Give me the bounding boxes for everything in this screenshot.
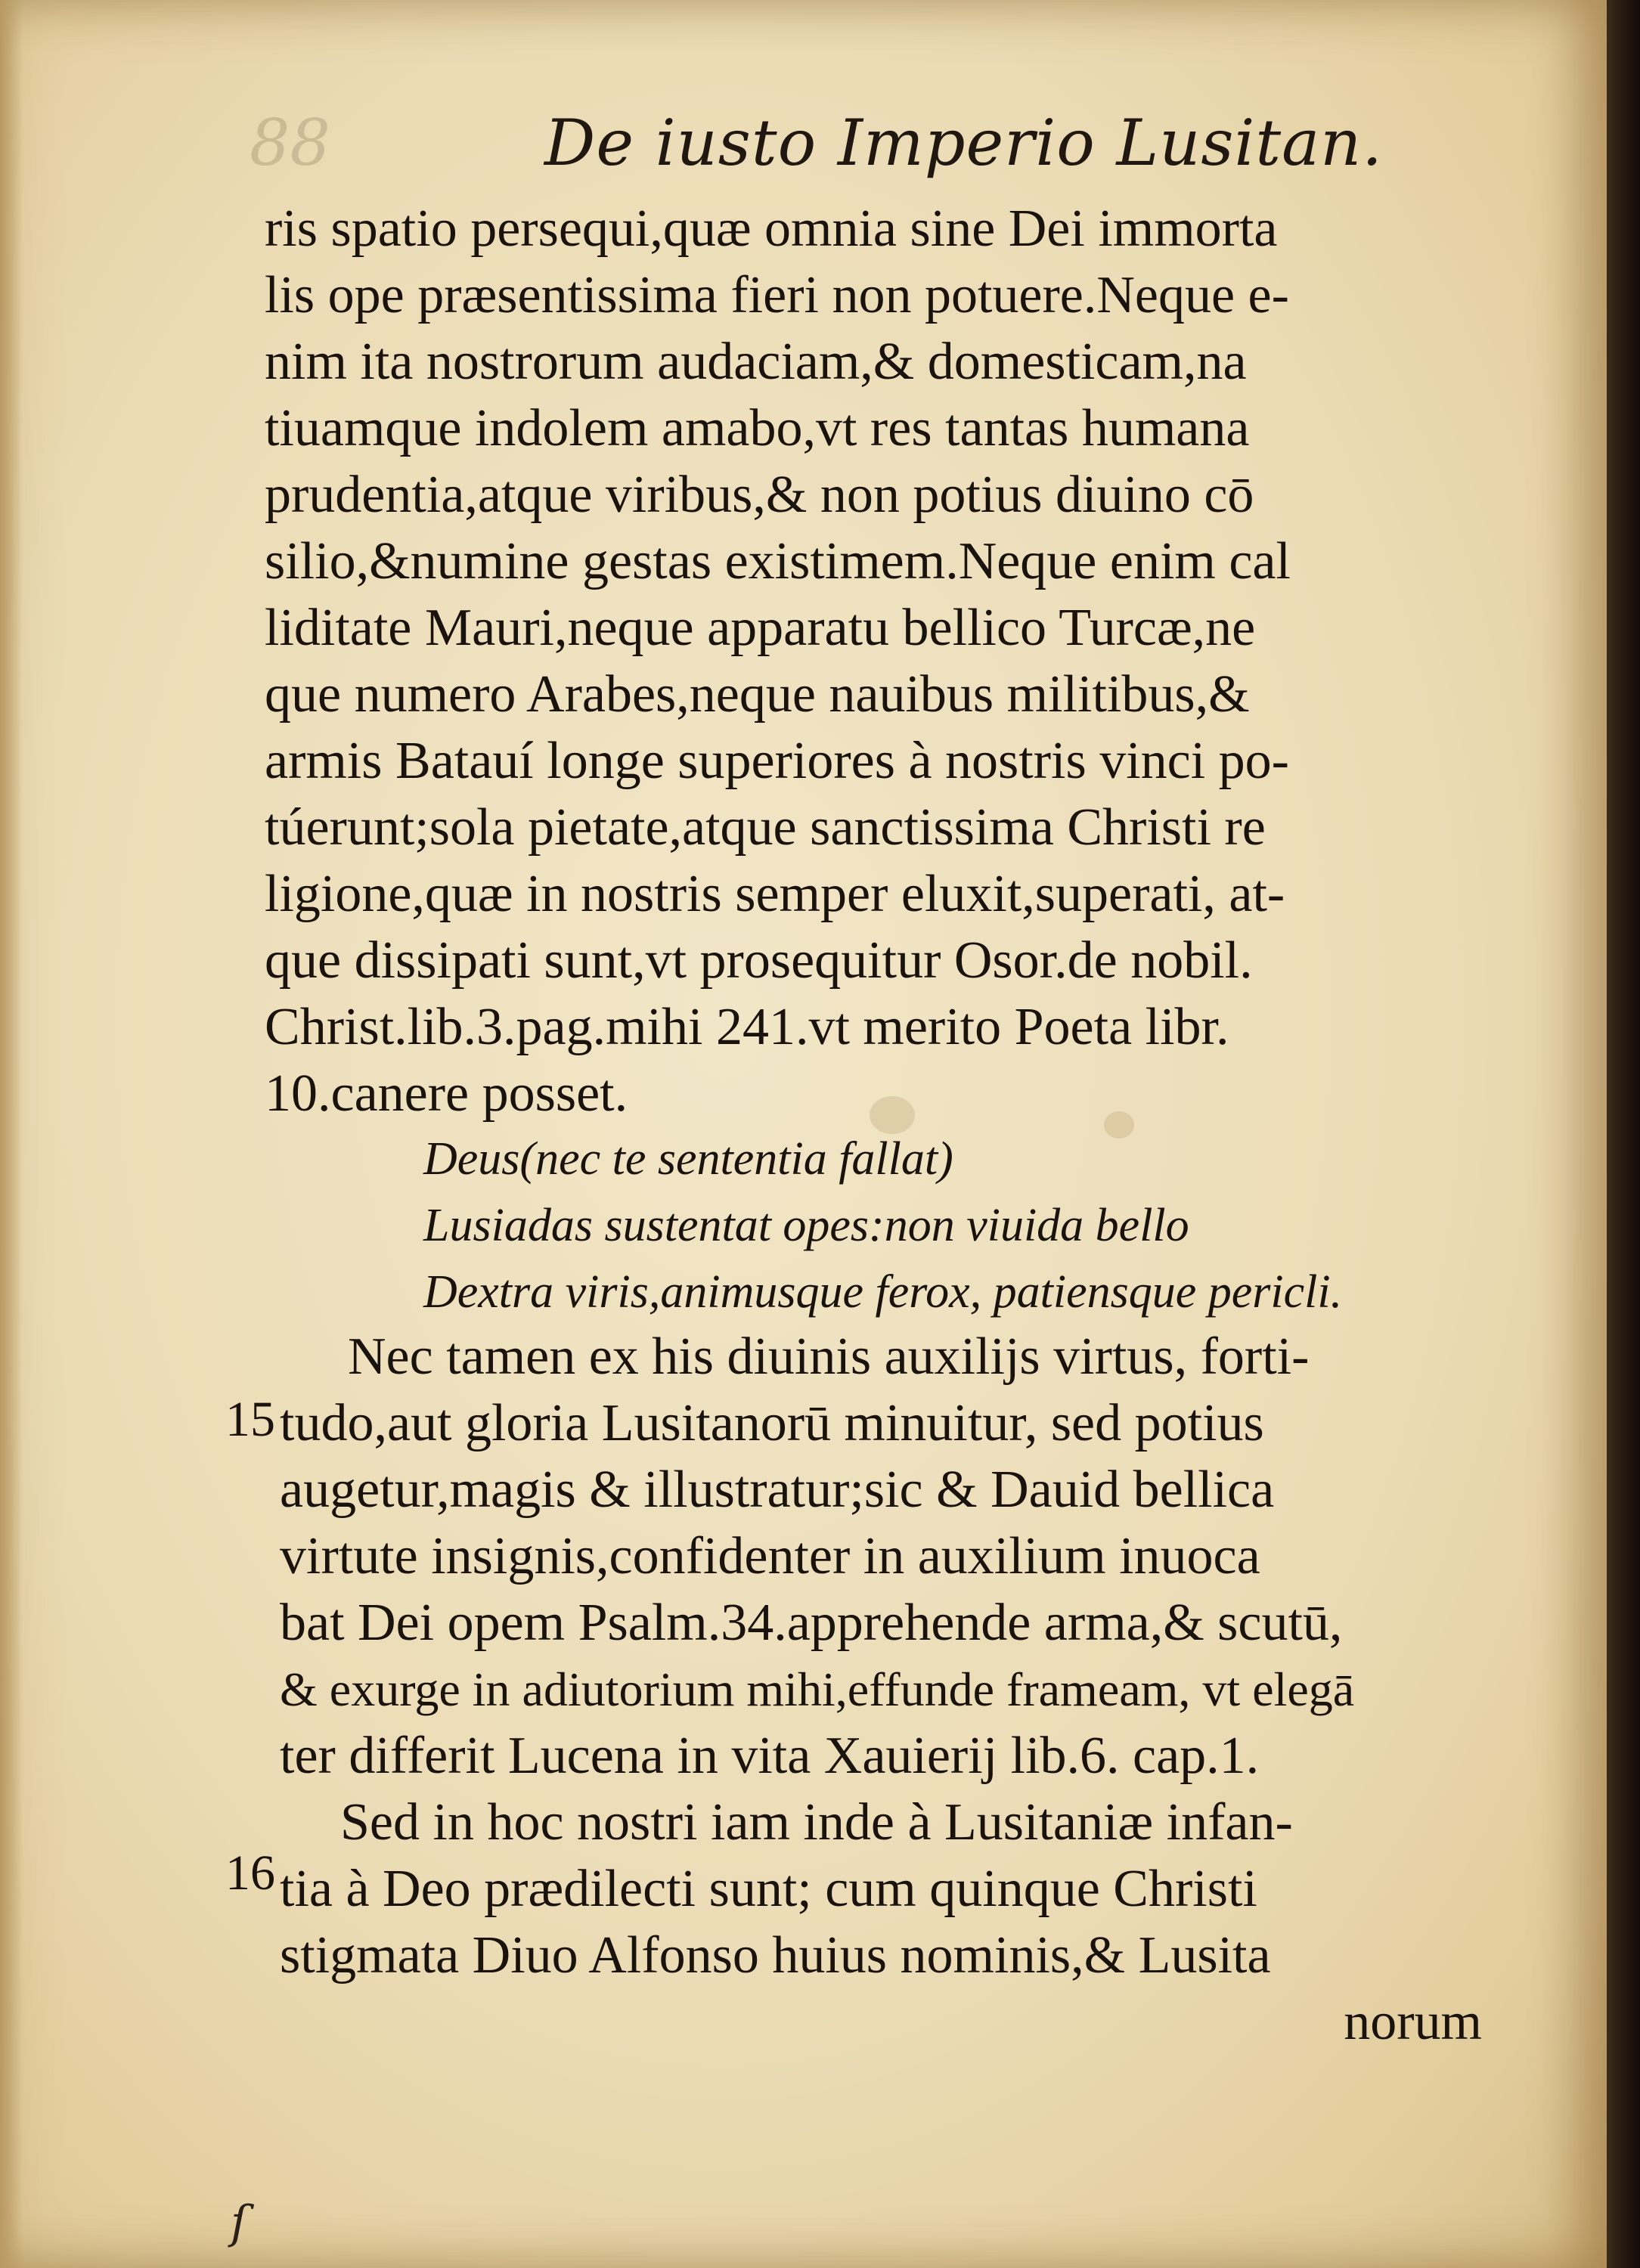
text-line: túerunt;sola pietate,atque sanctissima Christi re bbox=[265, 798, 1266, 857]
text-line: stigmata Diuo Alfonso huius nominis,& Lusita bbox=[280, 1926, 1271, 1984]
page-header bbox=[250, 106, 1383, 189]
catchword: norum bbox=[1344, 1993, 1482, 2051]
text-line: tudo,aut gloria Lusitanorū minuitur, sed potius bbox=[280, 1394, 1264, 1452]
text-line: Sed in hoc nostri iam inde à Lusitaniæ infan- bbox=[340, 1793, 1293, 1851]
text-line: que dissipati sunt,vt prosequitur Osor.de nobil. bbox=[265, 931, 1253, 990]
verse-line: Lusiadas sustentat opes:non viuida bello bbox=[423, 1200, 1189, 1251]
text-line: virtute insignis,confidenter in auxilium inuoca bbox=[280, 1527, 1260, 1585]
text-line: nim ita nostrorum audaciam,& domesticam,na bbox=[265, 333, 1247, 391]
marginal-number-16: 16 bbox=[225, 1845, 275, 1901]
text-line: bat Dei opem Psalm.34.apprehende arma,& scutū, bbox=[280, 1594, 1343, 1652]
text-line: Christ.lib.3.pag.mihi 241.vt merito Poeta libr. bbox=[265, 998, 1229, 1056]
text-line: tia à Deo prædilecti sunt; cum quinque Christi bbox=[280, 1860, 1257, 1918]
text-line: armis Batauí longe superiores à nostris vinci po- bbox=[265, 732, 1289, 790]
verse-line: Deus(nec te sententia fallat) bbox=[423, 1133, 953, 1185]
text-line: tiuamque indolem amabo,vt res tantas humana bbox=[265, 399, 1250, 457]
text-line: Nec tamen ex his diuinis auxilijs virtus, forti- bbox=[348, 1328, 1310, 1386]
text-line: liditate Mauri,neque apparatu bellico Turcæ,ne bbox=[265, 599, 1256, 657]
running-head: De iusto Imperio Lusitan. bbox=[544, 106, 1383, 180]
text-line: ligione,quæ in nostris semper eluxit,superati, at- bbox=[265, 865, 1285, 923]
paper-stain bbox=[1104, 1111, 1134, 1139]
text-line: que numero Arabes,neque nauibus militibus,& bbox=[265, 665, 1250, 723]
folio-number-ghost: 88 bbox=[250, 106, 330, 180]
text-line: silio,&numine gestas existimem.Neque enim cal bbox=[265, 532, 1291, 590]
text-line: ter differit Lucena in vita Xauierij lib.6. cap.1. bbox=[280, 1727, 1260, 1785]
stray-mark: ſ bbox=[231, 2196, 248, 2249]
text-line: prudentia,atque viribus,& non potius diuino cō bbox=[265, 466, 1254, 524]
text-line: 10.canere posset. bbox=[265, 1064, 628, 1123]
text-line: ris spatio persequi,quæ omnia sine Dei immorta bbox=[265, 200, 1278, 258]
marginal-number-15: 15 bbox=[225, 1392, 275, 1447]
text-line: & exurge in adiutorium mihi,effunde frameam, vt elegā bbox=[280, 1662, 1355, 1716]
book-edge bbox=[1607, 0, 1640, 2268]
text-line: augetur,magis & illustratur;sic & Dauid bellica bbox=[280, 1461, 1275, 1519]
page-gutter-shadow bbox=[0, 0, 23, 2268]
text-line: lis ope præsentissima fieri non potuere.Neque e- bbox=[265, 266, 1289, 324]
verse-line: Dextra viris,animusque ferox, patiensque pericli. bbox=[423, 1266, 1343, 1318]
